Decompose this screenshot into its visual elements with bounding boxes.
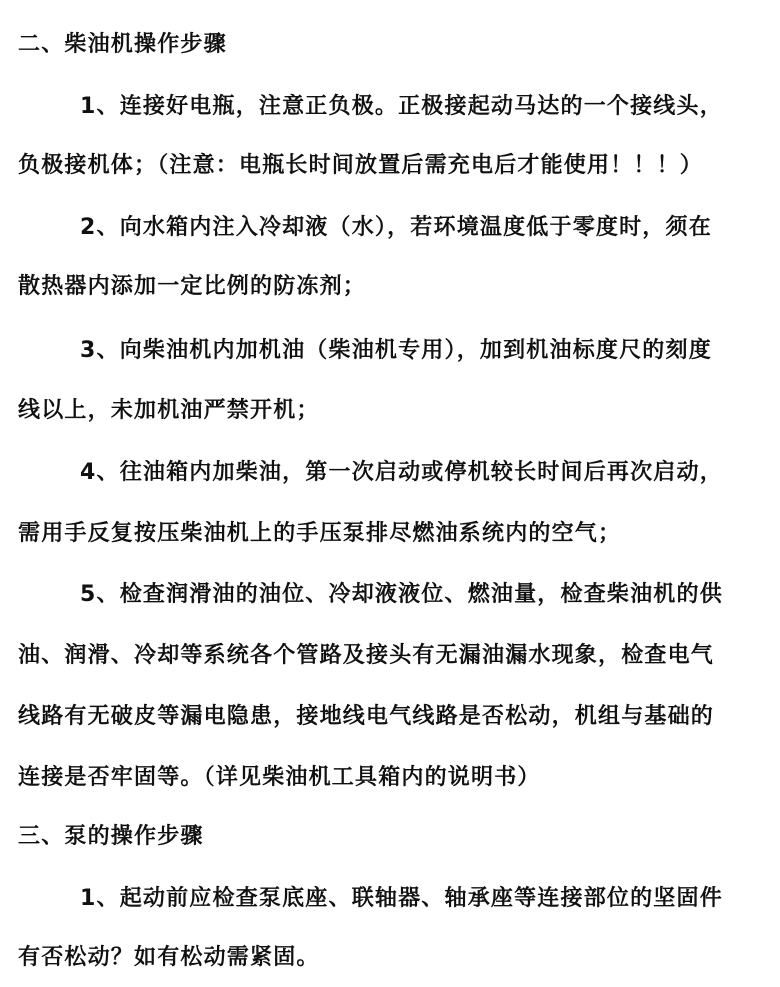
- diesel-step-5-line-2: 油、润滑、冷却等系统各个管路及接头有无漏油漏水现象，检查电气: [18, 643, 715, 668]
- section-heading-diesel: 二、柴油机操作步骤: [18, 32, 227, 57]
- diesel-step-5-line-1: 5、检查润滑油的油位、冷却液液位、燃油量，检查柴油机的供: [80, 582, 723, 607]
- diesel-step-1-line-1: 1、连接好电瓶，注意正负极。正极接起动马达的一个接线头，: [80, 94, 723, 119]
- diesel-step-2-line-2: 散热器内添加一定比例的防冻剂；: [18, 274, 367, 299]
- diesel-step-4-line-2: 需用手反复按压柴油机上的手压泵排尽燃油系统内的空气；: [18, 521, 622, 546]
- pump-step-1-line-1: 1、起动前应检查泵底座、联轴器、轴承座等连接部位的坚固件: [80, 886, 723, 911]
- diesel-step-1-line-2: 负极接机体；（注意：电瓶长时间放置后需充电后才能使用！！！）: [18, 153, 704, 178]
- diesel-step-3-line-1: 3、向柴油机内加机油（柴油机专用），加到机油标度尺的刻度: [80, 338, 712, 363]
- pump-step-1-line-2: 有否松动？如有松动需紧固。: [18, 945, 320, 970]
- diesel-step-3-line-2: 线以上，未加机油严禁开机；: [18, 398, 320, 423]
- diesel-step-5-line-3: 线路有无破皮等漏电隐患，接地线电气线路是否松动，机组与基础的: [18, 704, 715, 729]
- diesel-step-4-line-1: 4、往油箱内加柴油，第一次启动或停机较长时间后再次启动，: [80, 460, 723, 485]
- diesel-step-5-line-4: 连接是否牢固等。（详见柴油机工具箱内的说明书）: [18, 765, 541, 790]
- diesel-step-2-line-1: 2、向水箱内注入冷却液（水），若环境温度低于零度时，须在: [80, 215, 712, 240]
- section-heading-pump: 三、泵的操作步骤: [18, 824, 204, 849]
